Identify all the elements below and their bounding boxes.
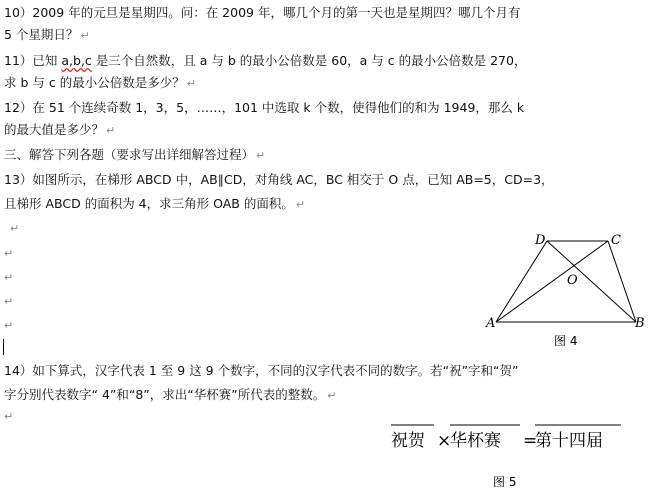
trapezoid-figure [480, 228, 655, 356]
paragraph-mark: ↵ [80, 29, 90, 42]
problem-10-line-2: 5 个星期日？ ↵ [4, 27, 90, 42]
empty-paragraph-mark: ↵ [4, 319, 14, 332]
figure-4-caption: 图 4 [554, 334, 578, 348]
empty-paragraph-mark: ↵ [4, 410, 14, 423]
paragraph-mark: ↵ [327, 389, 337, 402]
problem-11-line-1: 11）已知 a,b,c 是三个自然数，且 a 与 b 的最小公倍数是 60，a 与 c 的最小公倍数是 270， [4, 53, 527, 68]
side-ad [496, 241, 547, 322]
problem-12-line-1: 12）在 51 个连续奇数 1，3，5，……，101 中选取 k 个数，使得他们的和为 1949，那么 k [4, 100, 525, 115]
empty-paragraph-mark: ↵ [4, 295, 14, 308]
problem-13-line-1: 13）如图所示，在梯形 ABCD 中，AB∥CD，对角线 AC，BC 相交于 O 点，已知 AB=5，CD=3， [4, 172, 554, 187]
label-a: A [486, 316, 496, 331]
label-c: C [611, 233, 621, 248]
figure-5-caption: 图 5 [493, 475, 517, 489]
problem-13-line-2: 且梯形 ABCD 的面积为 4，求三角形 OAB 的面积。 ↵ [4, 196, 306, 211]
text-cursor [3, 339, 4, 355]
problem-12-line-2: 的最大值是多少？ ↵ [4, 122, 116, 137]
section-three-heading: 三、解答下列各题（要求写出详细解答过程） ↵ [4, 147, 266, 162]
times-sign: × [437, 431, 452, 451]
paragraph-mark: ↵ [186, 77, 196, 90]
equation-result: 第十四届 [535, 431, 603, 451]
equation-term1: 祝贺 [391, 431, 425, 451]
paragraph-mark: ↵ [106, 124, 116, 137]
paragraph-mark: ↵ [256, 149, 266, 162]
label-o: O [567, 273, 578, 288]
paragraph-mark: ↵ [295, 198, 306, 211]
empty-paragraph-mark: ↵ [10, 222, 20, 235]
problem-10-line-1: 10）2009 年的元旦是星期四。问：在 2009 年，哪几个月的第一天也是星期四？哪几个月有 [4, 5, 521, 20]
empty-paragraph-mark: ↵ [4, 271, 14, 284]
equation-term2: 华杯赛 [450, 431, 501, 451]
equation-figure [388, 420, 628, 494]
problem-11-line-2: 求 b 与 c 的最小公倍数是多少？ ↵ [4, 75, 196, 90]
problem-14-line-1: 14）如下算式，汉字代表 1 至 9 这 9 个数字，不同的汉字代表不同的数字。若“祝”字和“贺” [4, 363, 519, 378]
empty-paragraph-mark: ↵ [4, 247, 14, 260]
label-d: D [535, 233, 546, 248]
problem-14-line-2: 字分别代表数字“ 4”和“8”，求出“华杯赛”所代表的整数。 ↵ [4, 387, 337, 402]
spellcheck-squiggle-text: a,b,c [61, 53, 92, 68]
label-b: B [635, 316, 645, 331]
equals-sign: = [523, 431, 538, 451]
